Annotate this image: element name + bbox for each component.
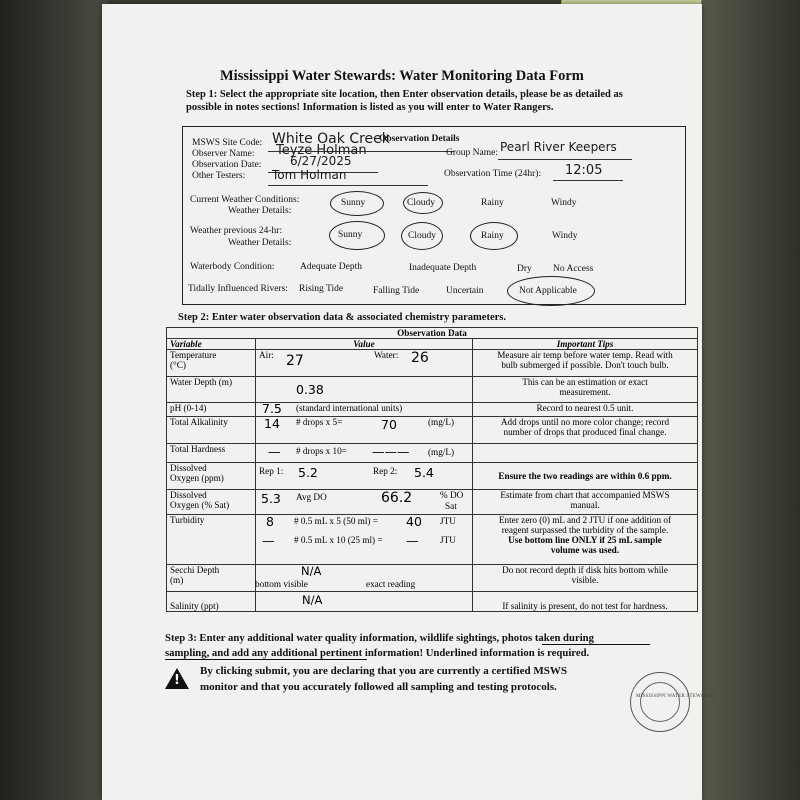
hardness-drops: — (268, 444, 281, 459)
underline-sampling (165, 659, 367, 660)
alkalinity-tip-line-1: Add drops until no more color change; record (500, 417, 670, 427)
hardness-value: ——— (372, 444, 410, 459)
previous-option-windy[interactable]: Windy (552, 231, 578, 241)
previous-option-rainy[interactable]: Rainy (481, 231, 504, 241)
observer-value: Teyze Holman (276, 143, 367, 158)
seal-text: MISSISSIPPI WATER STEWARDS (636, 694, 715, 699)
salinity-value: N/A (302, 593, 323, 607)
time-label: Observation Time (24hr): (444, 169, 542, 179)
hardness-value-cell (256, 444, 473, 463)
do-ppm-label-line-2: Oxygen (ppm) (170, 473, 224, 483)
salinity-tip: If salinity is present, do not test for hardness. (473, 592, 698, 612)
do-sat-tip-line-1: Estimate from chart that accompanied MSWS (500, 490, 670, 500)
step1-instruction-1: Step 1: Select the appropriate site location, then Enter observation details, please be as detailed as (186, 89, 623, 100)
background-right (688, 0, 800, 800)
current-weather-details-label: Weather Details: (228, 206, 292, 216)
current-weather-label: Current Weather Conditions: (190, 195, 300, 205)
alkalinity-tip (473, 417, 698, 444)
table-row (167, 565, 698, 592)
date-value: 6/27/2025 (290, 154, 352, 168)
tidal-falling[interactable]: Falling Tide (373, 286, 420, 296)
salinity-label: Salinity (ppt) (167, 592, 256, 612)
avg-do-value: 5.3 (261, 491, 281, 506)
secchi-tip-line-1: Do not record depth if disk hits bottom while (502, 565, 668, 575)
col-tips: Important Tips (473, 339, 698, 350)
msws-seal-logo (630, 672, 690, 732)
col-variable: Variable (167, 339, 256, 350)
alkalinity-tip-line-2: number of drops that produced final change. (503, 427, 667, 437)
temperature-label-line-2: (°C) (170, 360, 186, 370)
alkalinity-drops: 14 (264, 416, 280, 431)
secchi-label-line-2: (m) (170, 575, 184, 585)
testers-line (268, 185, 428, 186)
turbidity-tip-line-2: reagent surpassed the turbidity of the sample. (501, 525, 669, 535)
do-sat-value-cell (256, 490, 473, 515)
do-sat-unit-1: % DO (440, 490, 464, 500)
do-sat-unit-2: Sat (445, 501, 457, 511)
do-ppm-value-cell (256, 463, 473, 490)
turbidity-tip-line-3: Use bottom line ONLY if 25 mL sample (508, 535, 662, 545)
rep2-label: Rep 2: (373, 466, 398, 476)
tidal-rising[interactable]: Rising Tide (299, 284, 344, 294)
step2-instruction: Step 2: Enter water observation data & associated chemistry parameters. (178, 312, 506, 323)
time-line (553, 180, 623, 181)
current-option-sunny[interactable]: Sunny (341, 198, 366, 208)
previous-option-sunny[interactable]: Sunny (338, 230, 363, 240)
depth-value-cell (256, 377, 473, 403)
alkalinity-value: 70 (381, 417, 397, 432)
step3-instruction-1: Step 3: Enter any additional water quality information, wildlife sightings, photos taken during (165, 632, 594, 644)
turbidity-formula-25: # 0.5 mL x 10 (25 ml) = (294, 535, 383, 545)
hardness-formula: # drops x 10= (296, 446, 347, 456)
waterbody-adequate[interactable]: Adequate Depth (300, 262, 362, 272)
ph-label: pH (0-14) (167, 403, 256, 417)
secchi-label (167, 565, 256, 592)
secchi-value: N/A (301, 564, 322, 578)
rep1-value: 5.2 (298, 465, 318, 480)
table-row (167, 515, 698, 565)
step1-instruction-2: possible in notes sections! Information is listed as you will enter to Water Rangers. (186, 102, 554, 113)
do-sat-label-line-1: Dissolved (170, 490, 207, 500)
turbidity-value-cell (256, 515, 473, 565)
alkalinity-unit: (mg/L) (428, 417, 455, 427)
alkalinity-value-cell (256, 417, 473, 444)
date-label: Observation Date: (192, 160, 262, 170)
current-option-rainy[interactable]: Rainy (481, 198, 504, 208)
ph-value-cell (256, 403, 473, 417)
group-value: Pearl River Keepers (500, 140, 617, 154)
water-label: Water: (374, 350, 399, 360)
tidal-label: Tidally Influenced Rivers: (188, 284, 288, 294)
warning-line-1: By clicking submit, you are declaring that you are currently a certified MSWS (200, 665, 567, 677)
turbidity-tip-line-4: volume was used. (550, 545, 620, 555)
turbidity-formula-50: # 0.5 mL x 5 (50 ml) = (294, 516, 378, 526)
turbidity-unit-50: JTU (440, 516, 456, 526)
table-row (167, 444, 698, 463)
air-label: Air: (259, 350, 274, 360)
air-value: 27 (286, 353, 304, 369)
form-title: Mississippi Water Stewards: Water Monitoring Data Form (220, 68, 584, 84)
depth-label: Water Depth (m) (167, 377, 256, 403)
waterbody-label: Waterbody Condition: (190, 262, 275, 272)
ph-units: (standard international units) (296, 403, 403, 413)
table-header: Observation Data (167, 328, 698, 339)
temperature-tip-line-1: Measure air temp before water temp. Read with (497, 350, 673, 360)
time-value: 12:05 (565, 163, 603, 178)
turbidity-label: Turbidity (167, 515, 256, 565)
secchi-tip (473, 565, 698, 592)
depth-tip-line-2: measurement. (559, 387, 611, 397)
turbidity-value-25: — (406, 533, 419, 548)
waterbody-dry[interactable]: Dry (517, 264, 532, 274)
water-value: 26 (411, 350, 429, 366)
waterbody-no-access[interactable]: No Access (553, 264, 594, 274)
seal-inner-ring (640, 682, 680, 722)
temperature-tip (473, 350, 698, 377)
temperature-value-cell (256, 350, 473, 377)
background-left (0, 0, 108, 800)
current-option-windy[interactable]: Windy (551, 198, 577, 208)
do-sat-label-line-2: Oxygen (% Sat) (170, 500, 230, 510)
do-sat-value: 66.2 (381, 490, 413, 506)
tidal-uncertain[interactable]: Uncertain (446, 286, 484, 296)
table-row (167, 377, 698, 403)
previous-weather-label: Weather previous 24-hr: (190, 226, 283, 236)
do-sat-tip-line-2: manual. (570, 500, 600, 510)
table-row (167, 350, 698, 377)
observer-label: Observer Name: (192, 149, 255, 159)
underline-photos (542, 644, 650, 645)
site-code-label: MSWS Site Code: (192, 138, 263, 148)
do-ppm-tip: Ensure the two readings are within 0.6 ppm. (473, 463, 698, 490)
tidal-not-applicable[interactable]: Not Applicable (519, 286, 577, 296)
col-value: Value (256, 339, 473, 350)
depth-value: 0.38 (296, 382, 324, 397)
group-label: Group Name: (446, 148, 498, 158)
turbidity-count-25: — (262, 533, 275, 548)
warning-line-2: monitor and that you accurately followed all sampling and testing protocols. (200, 681, 557, 693)
table-row (167, 403, 698, 417)
do-sat-label (167, 490, 256, 515)
temperature-label-line-1: Temperature (170, 350, 217, 360)
depth-tip-line-1: This can be an estimation or exact (522, 377, 648, 387)
turbidity-tip (473, 515, 698, 565)
do-ppm-label-line-1: Dissolved (170, 463, 207, 473)
turbidity-value-50: 40 (406, 514, 422, 529)
depth-tip (473, 377, 698, 403)
group-line (498, 159, 632, 160)
hardness-label: Total Hardness (167, 444, 256, 463)
step3-instruction-2: sampling, and add any additional pertinent information! Underlined information is required. (165, 647, 590, 659)
alkalinity-label: Total Alkalinity (167, 417, 256, 444)
secchi-label-line-1: Secchi Depth (170, 565, 220, 575)
testers-label: Other Testers: (192, 171, 246, 181)
do-sat-tip (473, 490, 698, 515)
secchi-tip-line-2: visible. (571, 575, 599, 585)
avg-do-label: Avg DO (296, 492, 327, 502)
observation-data-table (166, 327, 698, 612)
temperature-label (167, 350, 256, 377)
rep1-label: Rep 1: (259, 466, 284, 476)
table-row (167, 417, 698, 444)
turbidity-tip-line-1: Enter zero (0) mL and 2 JTU if one addition of (498, 515, 672, 525)
warning-exclamation-icon: ! (174, 673, 180, 688)
table-row (167, 463, 698, 490)
ph-value: 7.5 (262, 401, 282, 416)
table-row (167, 490, 698, 515)
table-row (167, 592, 698, 612)
previous-weather-details-label: Weather Details: (228, 238, 292, 248)
alkalinity-formula: # drops x 5= (296, 417, 343, 427)
rep2-value: 5.4 (414, 465, 434, 480)
observation-details-header: Observation Details (379, 134, 460, 144)
salinity-value-cell (256, 592, 473, 612)
waterbody-inadequate[interactable]: Inadequate Depth (409, 263, 477, 273)
site-code-value: White Oak Creek (272, 131, 390, 147)
do-ppm-label (167, 463, 256, 490)
previous-option-cloudy[interactable]: Cloudy (408, 231, 436, 241)
turbidity-count-50: 8 (266, 514, 274, 529)
hardness-unit: (mg/L) (428, 447, 455, 457)
temperature-tip-line-2: bulb submerged if possible. Don't touch bulb. (501, 360, 669, 370)
secchi-exact-reading: exact reading (366, 579, 416, 589)
turbidity-unit-25: JTU (440, 535, 456, 545)
testers-value: Tom Holman (272, 168, 347, 182)
secchi-value-cell (256, 565, 473, 592)
ph-tip: Record to nearest 0.5 unit. (473, 403, 698, 417)
hardness-tip (473, 444, 698, 463)
secchi-bottom-visible: bottom visible (255, 579, 308, 589)
current-option-cloudy[interactable]: Cloudy (407, 198, 435, 208)
